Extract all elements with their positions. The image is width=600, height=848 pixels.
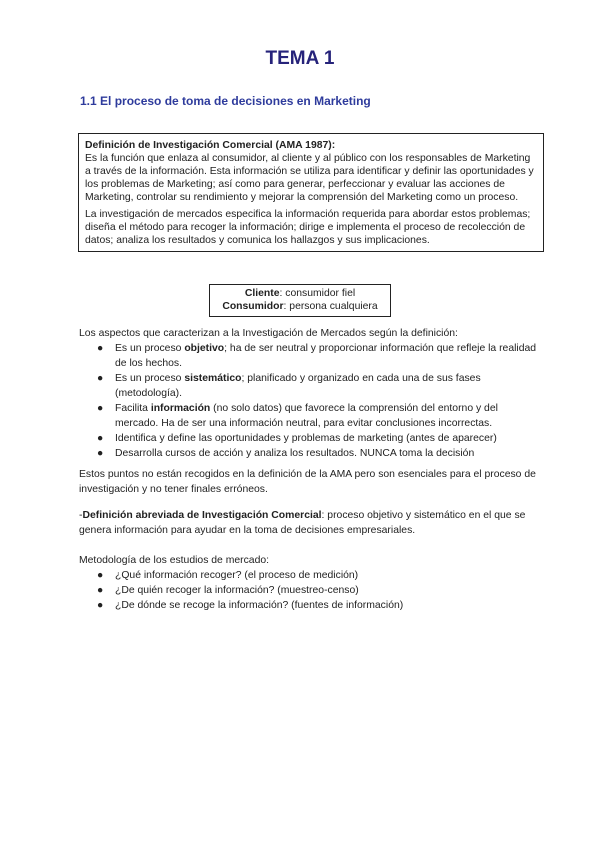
definition-heading: Definición de Investigación Comercial (AMA 1987): (85, 140, 336, 151)
definition-paragraph-1: Es la función que enlaza al consumidor, al cliente y al público con los responsables de Marketing a través de la información. Esta información se utiliza para identificar y definir las oportunidades y los problemas de Marketing; así como para generar, perfeccionar y evaluar las acciones de Marketing, controlar su rendimiento y mejorar la comprensión del Marketing como un proceso. (85, 153, 534, 203)
methodology-list (79, 568, 541, 613)
bullet-icon: ● (97, 343, 104, 354)
cliente-label: Cliente (244, 288, 280, 299)
aspects-note: Estos puntos no están recogidos en la definición de la AMA pero son esenciales para el proceso de investigación y no tener finales erróneos. (79, 469, 536, 495)
aspects-intro: Los aspectos que caracterizan a la Investigación de Mercados según la definición: (79, 328, 458, 339)
definition-paragraph-2: La investigación de mercados especifica la información requerida para abordar estos problemas; diseña el método para recoger la información; dirige e implementa el proceso de recolección de datos; analiza los resultados y comunica los hallazgos y sus implicaciones. (85, 209, 531, 246)
short-definition-label: Definición abreviada de Investigación Comercial (82, 510, 322, 521)
client-consumer-box (209, 284, 391, 317)
consumidor-label: Consumidor (222, 300, 284, 312)
bullet-icon: ● (97, 373, 104, 384)
bullet-icon: ● (97, 433, 104, 444)
methodology-section (79, 553, 541, 613)
list-item: ● ¿De dónde se recoge la información? (fuentes de información) (97, 600, 404, 611)
list-item: ● Desarrolla cursos de acción y analiza los resultados. NUNCA toma la decisión (97, 448, 475, 459)
consumidor-line (210, 301, 390, 314)
cliente-line (210, 288, 390, 301)
definition-box (78, 133, 544, 252)
list-item: ● ¿De quién recoger la información? (muestreo-censo) (97, 585, 359, 596)
list-item: ● Facilita información (no solo datos) que favorece la comprensión del entorno y del mercado. Ha de ser una información neutral, para evitar conclusiones incorrectas. (97, 403, 498, 429)
consumidor-text: : persona cualquiera (283, 300, 378, 312)
page-title: TEMA 1 (265, 48, 335, 69)
list-item: ● Es un proceso sistemático; planificado y organizado en cada una de sus fases (metodología). (97, 373, 481, 399)
short-definition: -Definición abreviada de Investigación Comercial: proceso objetivo y sistemático en el que se genera información para ayudar en la toma de decisiones empresariales. (79, 510, 526, 536)
aspects-section (79, 326, 541, 497)
cliente-text: : consumidor fiel (279, 288, 356, 299)
bullet-icon: ● (97, 570, 104, 581)
short-definition-text: : proceso objetivo y sistemático en el que se genera información para ayudar en la toma de decisiones empresariales. (79, 510, 526, 536)
aspects-list (79, 341, 541, 461)
methodology-intro: Metodología de los estudios de mercado: (79, 555, 270, 566)
section-heading: 1.1 El proceso de toma de decisiones en Marketing (80, 94, 371, 108)
list-item: ● Es un proceso objetivo; ha de ser neutral y proporcionar información que refleje la realidad de los hechos. (97, 343, 537, 369)
bullet-icon: ● (97, 448, 104, 459)
bullet-icon: ● (97, 600, 104, 611)
bullet-icon: ● (97, 403, 104, 414)
list-item: ● Identifica y define las oportunidades y problemas de marketing (antes de aparecer) (97, 433, 497, 444)
list-item: ● ¿Qué información recoger? (el proceso de medición) (97, 570, 359, 581)
bullet-icon: ● (97, 585, 104, 596)
